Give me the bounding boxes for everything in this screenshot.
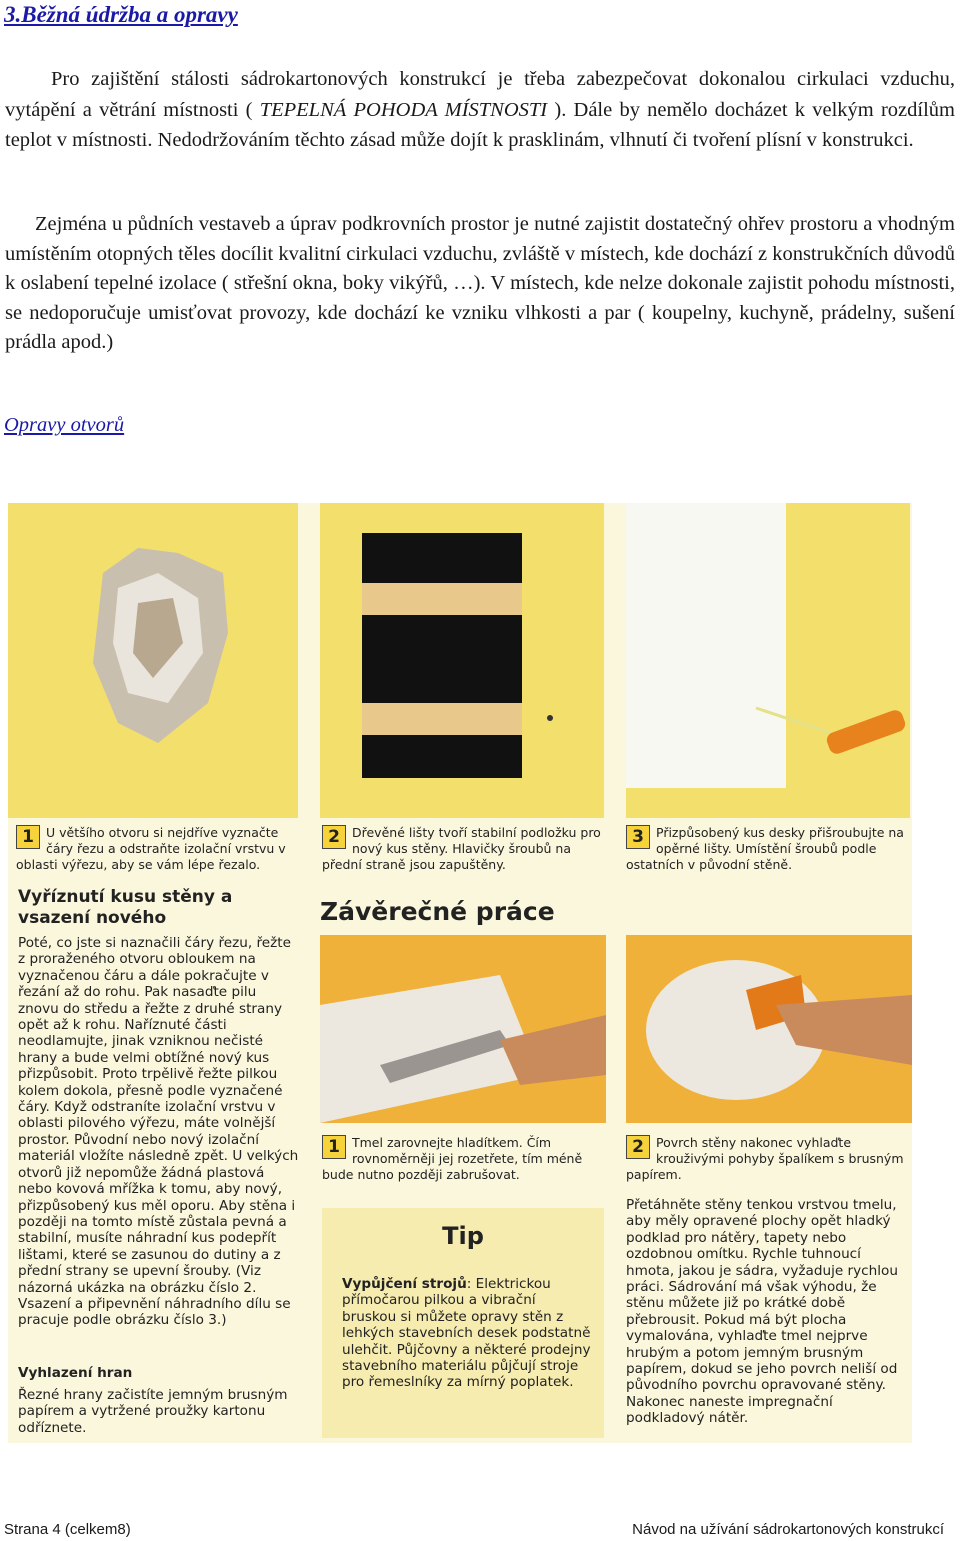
final-step-2-number: 2 [626, 1135, 650, 1159]
footer-page-number: Strana 4 (celkem8) [4, 1521, 131, 1538]
final-step-2-text: Povrch stěny nakonec vyhlaďte krouživými pohyby špalíkem s brusným papírem. [626, 1135, 904, 1182]
step-1-caption [16, 825, 296, 873]
tip-title: Tip [442, 1222, 484, 1250]
subheading-repairs: Opravy otvorů [4, 414, 125, 436]
step-3-number: 3 [626, 825, 650, 849]
left-section-body-2: Řezné hrany začistíte jemným brusným papírem a vytržené proužky kartonu odříznete. [18, 1387, 288, 1436]
step-3-caption [626, 825, 908, 873]
right-section-body: Přetáhněte stěny tenkou vrstvou tmelu, aby měly opravené plochy opět hladký podklad pro nátěry, tapety nebo ozdobnou omítku. Rychle tuhnoucí hmota, jakou je sádra, vyžaduje rychlou práci. Sádrování má však výhodu, že stěnu můžete již po krátké době přebrousit. Pokud má být plocha vymalována, vyhlaďte tmel nejprve hrubým a potom jemným brusným papírem, dokud se jeho povrch neliší od původního povrchu opravované stěny. Nakonec naneste impregnační podkladový nátěr. [626, 1197, 898, 1427]
photo-sanding-block [626, 935, 912, 1123]
left-section-title-2: Vyhlazení hran [18, 1365, 133, 1381]
paragraph-1-rest: ). Dále by nemělo docházet k velkým rozdílům teplot v místnosti. Nedodržováním těchto zásad může dojít k prasklinám, vlhnutí či tvoření plísní v konstrukci. [5, 98, 955, 151]
paragraph-2: Zejména u půdních vestaveb a úprav podkrovních prostor je nutné zajistit dostatečný ohřev prostoru a vhodným umístěním otopných těles docílit kvalitní cirkulaci vzduchu, zvláště v místech, kde dochází z konstrukčních důvodů k oslabení tepelné izolace ( střešní okna, boky vikýřů, …). V místech, kde nelze dokonale zajistit pohodu místnosti, se nedoporučuje umisťovat provozy, kde dochází ke vzniku vlhkosti a par ( koupelny, kuchyně, prádelny, sušení prádla apod.) [5, 213, 955, 353]
step-1-number: 1 [16, 825, 40, 849]
final-step-1-caption [322, 1135, 604, 1183]
left-section-body: Poté, co jste si naznačili čáry řezu, řežte z proraženého otvoru obloukem na vyznačenou čáru a dále pokračujte v řezání až do rohu. Pak nasaďte pilu znovu do středu a řežte z druhé strany opět až k rohu. Naříznuté části neodlamujte, jinak vzniknou nečisté hrany a bude velmi obtížné nový kus přizpůsobit. Proto trpělivě řežte pilkou kolem dokola, přesně podle vyznačené čáry. Když odstraníte izolační vrstvu v oblasti pilového výřezu, máte volnější prostor. Původní nebo nový izolační materiál vložíte následně zpět. U velkých otvorů již nepomůže žádná plastová nebo kovová mřížka k tomu, aby nový, přizpůsobený kus měl oporu. Aby stěna i později na tomto místě zůstala pevná a stabilní, musíte náhradní kus podepřít lištami, které se zasunou do dutiny a z přední strany se upevní šrouby. (Viz názorná ukázka na obrázku číslo 2. Vsazení a připevnění náhradního dílu se pracuje podle obrázku číslo 3.) [18, 935, 299, 1329]
step-2-text: Dřevěné lišty tvoří stabilní podložku pro nový kus stěny. Hlavičky šroubů na přední straně jsou zapuštěny. [322, 825, 601, 872]
photo-trowel [320, 935, 606, 1123]
final-step-1-text: Tmel zarovnejte hladítkem. Čím rovnoměrněji jej rozetřete, tím méně bude nutno později zabrušovat. [322, 1135, 583, 1182]
tip-text: : Elektrickou přímočarou pilkou a vibrační bruskou si můžete opravy stěn z lehkých stavebních desek podstatně ulehčit. Půjčovny a některé prodejny stavebního materiálu půjčují stroje pro řemeslníky za mírný poplatek. [342, 1276, 591, 1391]
final-step-1-number: 1 [322, 1135, 346, 1159]
step-3-text: Přizpůsobený kus desky přišroubujte na opěrné lišty. Umístění šroubů podle ostatních v původní stěně. [626, 825, 904, 872]
paragraph-1-emphasis: TEPELNÁ POHODA MÍSTNOSTI [259, 98, 548, 121]
photo-broken-hole [8, 503, 298, 818]
paragraph-1 [5, 64, 955, 156]
step-2-caption [322, 825, 604, 873]
tip-body [342, 1276, 592, 1391]
photo-screwed-panel [626, 503, 910, 818]
screwed-panel-drawing [626, 503, 910, 818]
tip-box [322, 1208, 604, 1438]
final-step-2-caption [626, 1135, 908, 1183]
tip-label: Vypůjčení strojů [342, 1276, 467, 1292]
broken-hole-drawing [8, 503, 298, 818]
sanding-block-drawing [626, 935, 912, 1123]
scanned-illustration [8, 503, 912, 1443]
step-1-text: U většího otvoru si nejdříve vyznačte čáry řezu a odstraňte izolační vrstvu v oblasti výřezu, aby se vám lépe řezalo. [16, 825, 286, 872]
footer-document-title: Návod na užívání sádrokartonových konstrukcí [632, 1521, 944, 1538]
trowel-drawing [320, 935, 606, 1123]
step-2-number: 2 [322, 825, 346, 849]
photo-wooden-battens [320, 503, 604, 818]
section-heading: 3.Běžná údržba a opravy [4, 2, 238, 27]
left-section-title: Vyříznutí kusu stěny a vsazení nového [18, 887, 233, 928]
paragraph-1-text: Pro zajištění stálosti sádrokartonových konstrukcí je třeba zabezpečovat dokonalou cirkulaci vzduchu, vytápění a větrání místnosti ( [5, 68, 955, 121]
wooden-battens-drawing [320, 503, 604, 818]
final-work-title: Závěrečné práce [320, 897, 555, 926]
